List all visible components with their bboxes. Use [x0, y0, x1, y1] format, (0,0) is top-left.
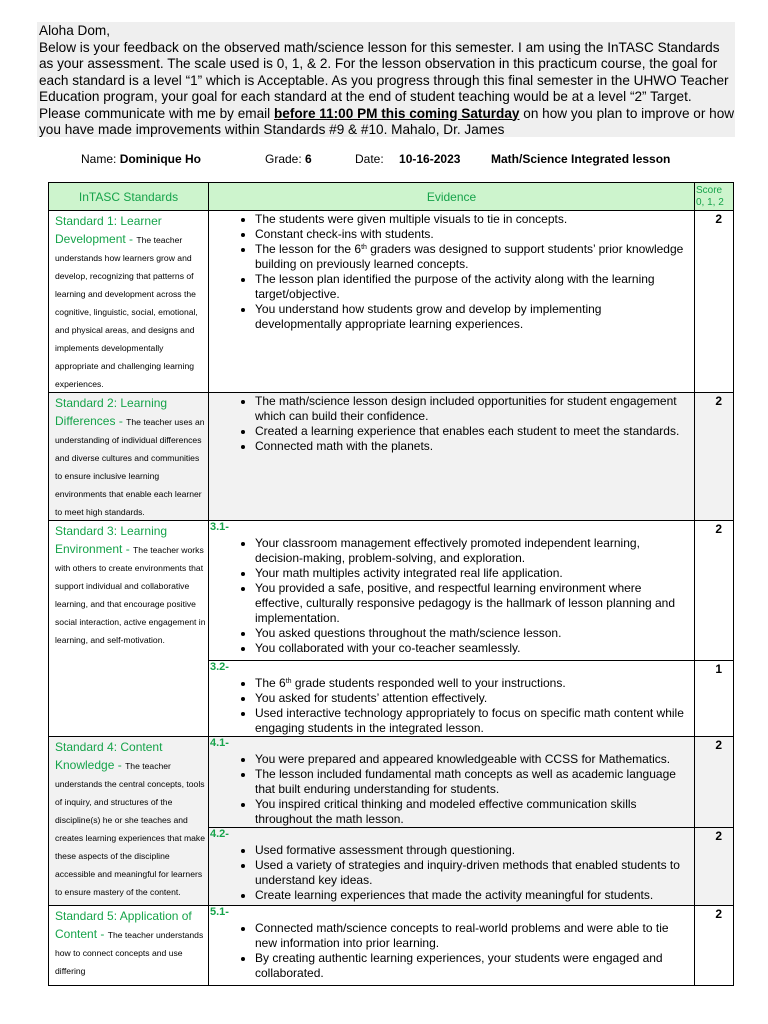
evidence-item: • Used a variety of strategies and inquiry-driven methods that enabled students to understand key ideas. — [255, 858, 690, 888]
date-field — [355, 152, 460, 166]
name-label: Name: — [81, 152, 117, 166]
evidence-label: 5.1- — [210, 906, 229, 918]
name-value: Dominique Ho — [119, 152, 202, 166]
evidence-list — [209, 749, 694, 827]
evidence-item: • Connected math/science concepts to real-world problems and were able to tie new information into prior learning. — [255, 921, 690, 951]
ordinal-suffix: th — [285, 678, 292, 685]
evidence-item: • You were prepared and appeared knowledgeable with CCSS for Mathematics. — [255, 752, 690, 767]
standard-description: The teacher understands the central concepts, tools of inquiry, and structures of the discipline(s) he or she teaches and creates learning experiences that make these aspects of the discipline accessible and meaningful for learners to ensure mastery of the content. — [55, 761, 205, 897]
evidence-label: 4.2- — [210, 828, 229, 840]
standard-cell — [49, 737, 209, 906]
standard-cell — [49, 211, 209, 393]
score-cell: 1 — [695, 661, 734, 737]
evidence-item: • Create learning experiences that made the activity meaningful for students. — [255, 888, 690, 903]
standards-table — [48, 182, 734, 986]
table-row — [49, 737, 734, 828]
evidence-cell — [209, 521, 695, 661]
greeting: Aloha Dom, — [39, 23, 111, 38]
header-standards: InTASC Standards — [49, 183, 209, 211]
standard-cell — [49, 906, 209, 986]
evidence-item: • The lesson included fundamental math concepts as well as academic language that built enduring understanding for students. — [255, 767, 690, 797]
standard-dash: - — [122, 542, 134, 556]
standard-dash: - — [97, 927, 108, 941]
standard-description: The teacher understands how learners grow and develop, recognizing that patterns of learning and development across the cognitive, linguistic, social, emotional, and physical areas, and designs and implements developmentally appropriate and challenging learning experiences. — [55, 235, 198, 389]
evidence-item: • The lesson plan identified the purpose of the activity along with the learning target/objective. — [255, 272, 690, 302]
evidence-cell — [209, 393, 695, 521]
name-field — [81, 152, 201, 166]
grade-field — [265, 152, 312, 166]
intro-text-after: on how you plan to improve or how you have made improvements within Standards #9 & #10. Mahalo, Dr. James — [39, 105, 735, 137]
evidence-list — [209, 918, 694, 981]
evidence-item: • Your classroom management effectively promoted independent learning, decision-making, problem-solving, and exploration. — [255, 536, 690, 566]
evidence-item: • The math/science lesson design included opportunities for student engagement which can build their confidence. — [255, 394, 690, 424]
intro-text-before: Below is your feedback on the observed math/science lesson for this semester. I am using the InTASC Standards as your assessment. The scale used is 0, 1, & 2. For the lesson observation in this practicum course, the goal for each standard is a level “1” which is Acceptable. As you progress through this final semester in the UHWO Teacher Education program, your goal for each standard at the end of student teaching would be at a level “2” Target. Please communicate with me by email — [39, 39, 729, 121]
evidence-list — [209, 840, 694, 903]
evidence-item: • You collaborated with your co-teacher seamlessly. — [255, 641, 690, 656]
table-row — [49, 521, 734, 661]
evidence-item: • Created a learning experience that enables each student to meet the standards. — [255, 424, 690, 439]
standard-description: The teacher works with others to create environments that support individual and collaborative learning, and that encourage positive social interaction, active engagement in learning, and self-motivation. — [55, 545, 206, 645]
evidence-item: • You understand how students grow and develop by implementing developmentally appropriate learning experiences. — [255, 302, 690, 332]
evidence-cell — [209, 661, 695, 737]
evidence-item: • You asked questions throughout the math/science lesson. — [255, 626, 690, 641]
evidence-item: • By creating authentic learning experiences, your students were engaged and collaborated. — [255, 951, 690, 981]
deadline-text: before 11:00 PM this coming Saturday — [273, 105, 520, 121]
score-cell: 2 — [695, 906, 734, 986]
table-row — [49, 906, 734, 986]
feedback-intro — [37, 22, 735, 137]
evidence-list — [209, 533, 694, 656]
table-header-row — [49, 183, 734, 211]
evidence-list — [209, 673, 694, 736]
score-cell: 2 — [695, 393, 734, 521]
table-row — [49, 211, 734, 393]
evidence-label: 4.1- — [210, 737, 229, 749]
evidence-item: • The 6th grade students responded well to your instructions. — [255, 676, 690, 691]
date-value: 10-16-2023 — [399, 152, 461, 166]
standard-title: Standard 4: Content Knowledge — [55, 740, 163, 772]
evidence-item: • Connected math with the planets. — [255, 439, 690, 454]
standard-title: Standard 5: Application of Content — [55, 909, 192, 941]
evidence-item: • Your math multiples activity integrated real life application. — [255, 566, 690, 581]
standard-dash: - — [114, 758, 126, 772]
evidence-item: • Constant check-ins with students. — [255, 227, 690, 242]
lesson-info — [0, 152, 768, 168]
evidence-item: • You inspired critical thinking and modeled effective communication skills throughout the math lesson. — [255, 797, 690, 827]
grade-value: 6 — [305, 152, 312, 166]
evidence-item: • Used formative assessment through questioning. — [255, 843, 690, 858]
standard-cell — [49, 521, 209, 737]
evidence-item: • The students were given multiple visuals to tie in concepts. — [255, 212, 690, 227]
evidence-cell — [209, 906, 695, 986]
standard-title: Standard 2: Learning Differences — [55, 396, 168, 428]
evidence-label: 3.2- — [210, 661, 229, 673]
table-row — [49, 393, 734, 521]
lesson-type: Math/Science Integrated lesson — [491, 152, 671, 166]
grade-label: Grade: — [265, 152, 302, 166]
evidence-cell — [209, 211, 695, 393]
evidence-label: 3.1- — [210, 521, 229, 533]
evidence-item: • The lesson for the 6th graders was designed to support students’ prior knowledge building on previously learned concepts. — [255, 242, 690, 272]
evidence-list — [209, 393, 694, 454]
evidence-item: • You asked for students’ attention effectively. — [255, 691, 690, 706]
standard-cell — [49, 393, 209, 521]
intro-paragraph — [39, 40, 735, 139]
score-cell: 2 — [695, 211, 734, 393]
date-label: Date: — [355, 152, 384, 166]
standard-title: Standard 1: Learner Development — [55, 214, 162, 246]
evidence-item: • Used interactive technology appropriately to focus on specific math content while engaging students in the integrated lesson. — [255, 706, 690, 736]
standard-description: The teacher uses an understanding of individual differences and diverse cultures and communities to ensure inclusive learning environments that enable each learner to meet high standards. — [55, 417, 205, 517]
evidence-cell — [209, 737, 695, 828]
standard-description: The teacher understands how to connect concepts and use differing — [55, 930, 204, 976]
standard-dash: - — [125, 232, 137, 246]
header-evidence: Evidence — [209, 183, 695, 211]
score-cell: 2 — [695, 737, 734, 828]
standard-title: Standard 3: Learning Environment — [55, 524, 168, 556]
score-cell: 2 — [695, 521, 734, 661]
standard-dash: - — [115, 414, 127, 428]
ordinal-suffix: th — [361, 244, 367, 251]
evidence-cell — [209, 828, 695, 906]
lesson-field — [491, 152, 670, 166]
evidence-item: • You provided a safe, positive, and respectful learning environment where effective, culturally responsive pedagogy is the hallmark of lesson planning and implementation. — [255, 581, 690, 626]
header-score: Score 0, 1, 2 — [695, 183, 734, 211]
score-cell: 2 — [695, 828, 734, 906]
evidence-list — [209, 211, 694, 332]
